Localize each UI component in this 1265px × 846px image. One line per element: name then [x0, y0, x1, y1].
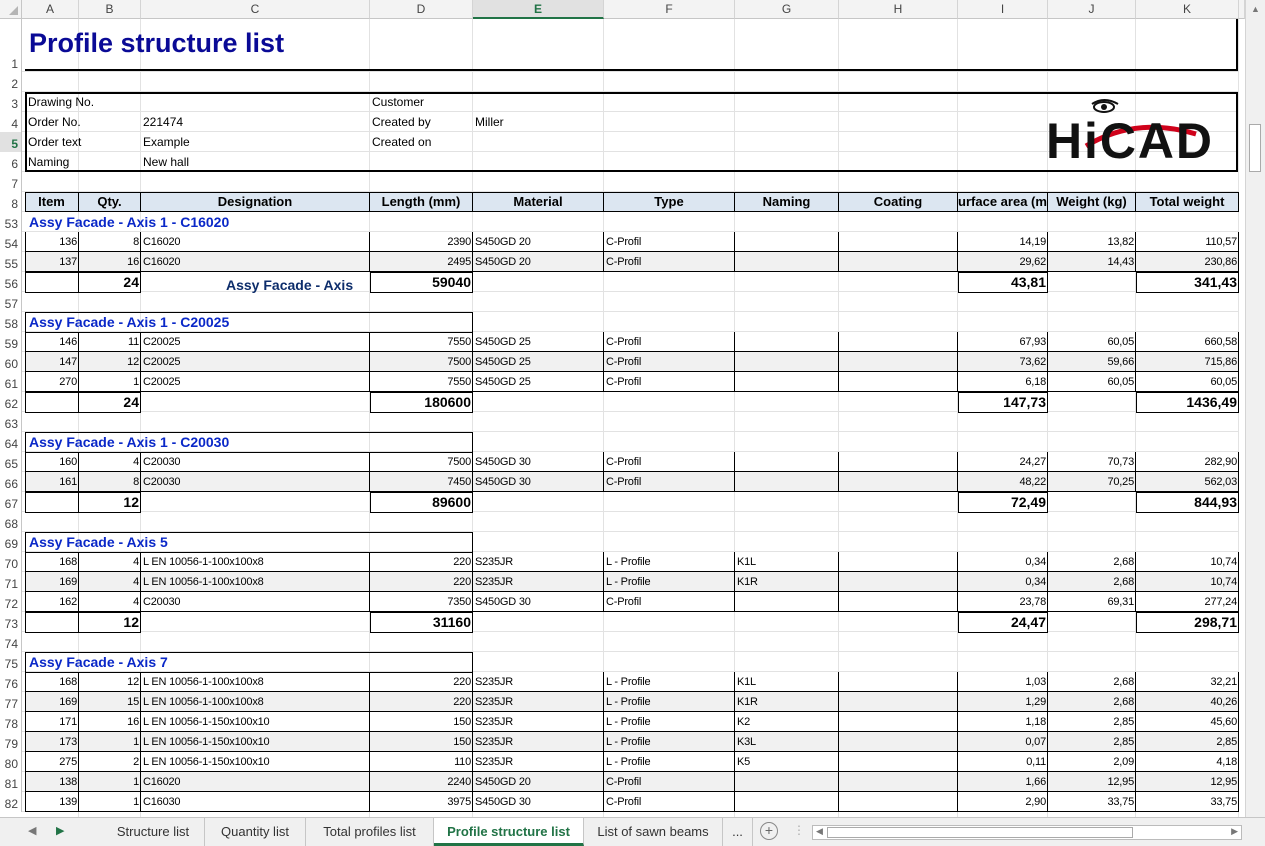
cell-type[interactable]: C-Profil — [606, 236, 642, 248]
cell-item[interactable]: 173 — [59, 736, 77, 748]
cell-material[interactable]: S235JR — [475, 696, 513, 708]
select-all-corner[interactable] — [0, 0, 22, 19]
cell-type[interactable]: L - Profile — [606, 576, 651, 588]
cell-material[interactable]: S450GD 20 — [475, 236, 531, 248]
row-header-73[interactable]: 73 — [0, 612, 22, 632]
cell-material[interactable]: S450GD 30 — [475, 476, 531, 488]
cell-weight[interactable]: 33,75 — [1107, 796, 1134, 808]
cell-type[interactable]: C-Profil — [606, 336, 642, 348]
cell-weight[interactable]: 70,25 — [1107, 476, 1134, 488]
cell-type[interactable]: L - Profile — [606, 756, 651, 768]
cell-qty[interactable]: 8 — [133, 236, 139, 248]
row-header-81[interactable]: 81 — [0, 772, 22, 792]
cell-weight[interactable]: 2,09 — [1113, 756, 1134, 768]
row-header-72[interactable]: 72 — [0, 592, 22, 612]
horizontal-scrollbar[interactable] — [812, 825, 1242, 840]
row-header-58[interactable]: 58 — [0, 312, 22, 332]
cell-type[interactable]: C-Profil — [606, 376, 642, 388]
cell-material[interactable]: S235JR — [475, 716, 513, 728]
cell-naming[interactable]: K2 — [737, 716, 751, 728]
cell-item[interactable]: 146 — [59, 336, 77, 348]
table-header-10: Weight (kg) — [1048, 192, 1136, 212]
column-header-g[interactable]: G — [735, 0, 839, 19]
row-header-1[interactable]: 1 — [0, 19, 22, 72]
cell-type[interactable]: L - Profile — [606, 736, 651, 748]
cell-material[interactable]: S235JR — [475, 576, 513, 588]
row-header-57[interactable]: 57 — [0, 292, 22, 312]
cell-item[interactable]: 136 — [59, 236, 77, 248]
row-header-7[interactable]: 7 — [0, 172, 22, 192]
cell-naming[interactable]: K1L — [737, 676, 756, 688]
hicad-logo — [1046, 96, 1216, 166]
cell-length[interactable]: 7500 — [447, 356, 471, 368]
cell-type[interactable]: C-Profil — [606, 776, 642, 788]
cell-total[interactable]: 33,75 — [1210, 796, 1237, 808]
cell-material[interactable]: S235JR — [475, 756, 513, 768]
table-header-6: Type — [604, 192, 735, 212]
row-header-54[interactable]: 54 — [0, 232, 22, 252]
cell-area[interactable]: 2,90 — [1025, 796, 1046, 808]
cell-material[interactable]: S450GD 30 — [475, 796, 531, 808]
cell-item[interactable]: 168 — [59, 556, 77, 568]
page-title: Profile structure list — [29, 28, 285, 58]
cell-type[interactable]: L - Profile — [606, 696, 651, 708]
group-title: Assy Facade - Axis 5 — [29, 534, 168, 550]
cell-area[interactable]: 67,93 — [1019, 336, 1046, 348]
cell-naming[interactable]: K1L — [737, 556, 756, 568]
cell-total[interactable]: 10,74 — [1210, 576, 1237, 588]
cell-qty[interactable]: 1 — [133, 376, 139, 388]
cell-qty[interactable]: 4 — [133, 576, 139, 588]
cell-total[interactable]: 282,90 — [1204, 456, 1237, 468]
cell-weight[interactable]: 12,95 — [1107, 776, 1134, 788]
cell-area[interactable]: 23,78 — [1019, 596, 1046, 608]
cell-qty[interactable]: 15 — [127, 696, 139, 708]
cell-total[interactable]: 40,26 — [1210, 696, 1237, 708]
cell-area[interactable]: 6,18 — [1025, 376, 1046, 388]
cell-weight[interactable]: 59,66 — [1107, 356, 1134, 368]
cell-length[interactable]: 220 — [453, 576, 471, 588]
cell-weight[interactable]: 2,68 — [1113, 676, 1134, 688]
cell-weight[interactable]: 60,05 — [1107, 376, 1134, 388]
table-header-4: Length (mm) — [370, 192, 473, 212]
cell-material[interactable]: S235JR — [475, 556, 513, 568]
cell-area[interactable]: 0,34 — [1025, 556, 1046, 568]
cell-area[interactable]: 0,34 — [1025, 576, 1046, 588]
cell-weight[interactable]: 2,68 — [1113, 556, 1134, 568]
row-header-4[interactable]: 4 — [0, 112, 22, 132]
cell-designation[interactable]: L EN 10056-1-100x100x8 — [143, 696, 264, 708]
sum-qty[interactable]: 24 — [123, 274, 139, 290]
cell-length[interactable]: 150 — [453, 716, 471, 728]
cell-qty[interactable]: 8 — [133, 476, 139, 488]
column-header-i[interactable]: I — [958, 0, 1048, 19]
cell-weight[interactable]: 14,43 — [1107, 256, 1134, 268]
row-header-66[interactable]: 66 — [0, 472, 22, 492]
cell-type[interactable]: C-Profil — [606, 596, 642, 608]
cell-item[interactable]: 147 — [59, 356, 77, 368]
cell-qty[interactable]: 4 — [133, 556, 139, 568]
cell-material[interactable]: S235JR — [475, 736, 513, 748]
cell-qty[interactable]: 1 — [133, 776, 139, 788]
logo-lettering: HiCAD — [1046, 113, 1212, 166]
sum-total[interactable]: 298,71 — [1194, 614, 1237, 630]
sheet-tab[interactable]: Total profiles list — [306, 818, 434, 846]
scroll-up-icon[interactable]: ▲ — [1251, 4, 1260, 14]
cell-type[interactable]: C-Profil — [606, 476, 642, 488]
cell-material[interactable]: S450GD 30 — [475, 456, 531, 468]
vertical-scroll-thumb[interactable] — [1249, 124, 1261, 172]
row-header-69[interactable]: 69 — [0, 532, 22, 552]
row-header-60[interactable]: 60 — [0, 352, 22, 372]
cell-total[interactable]: 45,60 — [1210, 716, 1237, 728]
cell-total[interactable]: 2,85 — [1216, 736, 1237, 748]
group-title: Assy Facade - Axis 1 - C20025 — [29, 314, 230, 330]
order-text-value[interactable]: Example — [143, 135, 190, 149]
column-header-d[interactable]: D — [370, 0, 473, 19]
cell-area[interactable]: 0,11 — [1026, 756, 1046, 768]
cell-length[interactable]: 2390 — [447, 236, 471, 248]
sum-qty[interactable]: 12 — [123, 614, 139, 630]
cell-qty[interactable]: 1 — [133, 796, 139, 808]
cell-total[interactable]: 230,86 — [1204, 256, 1237, 268]
cell-designation[interactable]: L EN 10056-1-150x100x10 — [143, 736, 270, 748]
tab-scroll-left-icon[interactable]: ◀ — [28, 825, 37, 837]
cell-length[interactable]: 220 — [453, 556, 471, 568]
row-header-64[interactable]: 64 — [0, 432, 22, 452]
table-header-5: Material — [473, 192, 604, 212]
cell-material[interactable]: S450GD 20 — [475, 256, 531, 268]
cell-type[interactable]: L - Profile — [606, 556, 651, 568]
row-header-53[interactable]: 53 — [0, 212, 22, 232]
cell-total[interactable]: 660,58 — [1204, 336, 1237, 348]
row-header-56[interactable]: 56 — [0, 272, 22, 292]
column-header-f[interactable]: F — [604, 0, 735, 19]
cell-total[interactable]: 60,05 — [1210, 376, 1237, 388]
column-header-c[interactable]: C — [141, 0, 370, 19]
cell-naming[interactable]: K1R — [737, 696, 758, 708]
cell-length[interactable]: 2240 — [447, 776, 471, 788]
order-no-value[interactable]: 221474 — [143, 115, 184, 129]
cell-material[interactable]: S450GD 25 — [475, 356, 531, 368]
naming-label[interactable]: Naming — [28, 155, 70, 169]
cell-item[interactable]: 162 — [59, 596, 77, 608]
cell-total[interactable]: 110,57 — [1205, 236, 1237, 248]
cell-item[interactable]: 270 — [59, 376, 77, 388]
cell-designation[interactable]: C16020 — [143, 256, 181, 268]
more-tabs-button[interactable]: ... — [723, 818, 753, 846]
cell-material[interactable]: S450GD 30 — [475, 596, 531, 608]
cell-qty[interactable]: 16 — [127, 716, 139, 728]
sheet-tab[interactable]: Quantity list — [205, 818, 306, 846]
cell-item[interactable]: 275 — [59, 756, 77, 768]
tab-scroll-right-icon[interactable]: ▶ — [56, 825, 65, 837]
cell-material[interactable]: S450GD 25 — [475, 376, 531, 388]
cell-length[interactable]: 150 — [453, 736, 471, 748]
sum-area[interactable]: 43,81 — [1010, 274, 1046, 290]
sheet-tab-bar — [0, 817, 1265, 846]
group-title: Assy Facade - Axis 1 - C16020 — [29, 214, 230, 230]
cell-designation[interactable]: C16020 — [143, 236, 181, 248]
sum-area[interactable]: 72,49 — [1010, 494, 1046, 510]
row-header-76[interactable]: 76 — [0, 672, 22, 692]
column-header-k[interactable]: K — [1136, 0, 1239, 19]
cell-length[interactable]: 220 — [453, 696, 471, 708]
row-header-78[interactable]: 78 — [0, 712, 22, 732]
cell-weight[interactable]: 2,85 — [1113, 736, 1134, 748]
cell-item[interactable]: 160 — [59, 456, 77, 468]
created-by-value[interactable]: Miller — [475, 115, 504, 129]
row-header-71[interactable]: 71 — [0, 572, 22, 592]
cell-weight[interactable]: 2,68 — [1113, 576, 1134, 588]
row-header-79[interactable]: 79 — [0, 732, 22, 752]
cell-length[interactable]: 2495 — [447, 256, 471, 268]
cell-qty[interactable]: 11 — [127, 336, 139, 348]
cell-length[interactable]: 220 — [453, 676, 471, 688]
cell-length[interactable]: 7350 — [447, 596, 471, 608]
cell-area[interactable]: 73,62 — [1019, 356, 1046, 368]
sum-total[interactable]: 844,93 — [1194, 494, 1237, 510]
sum-qty[interactable]: 24 — [123, 394, 139, 410]
cell-weight[interactable]: 70,73 — [1107, 456, 1134, 468]
cell-type[interactable]: L - Profile — [606, 716, 651, 728]
cell-item[interactable]: 137 — [59, 256, 77, 268]
cell-total[interactable]: 277,24 — [1204, 596, 1237, 608]
cell-designation[interactable]: C20030 — [143, 476, 181, 488]
cell-weight[interactable]: 2,68 — [1113, 696, 1134, 708]
row-header-59[interactable]: 59 — [0, 332, 22, 352]
sheet-tab[interactable]: List of sawn beams — [584, 818, 723, 846]
vertical-scrollbar[interactable] — [1245, 0, 1265, 817]
group-title: Assy Facade - Axis 7 — [29, 654, 168, 670]
cell-designation[interactable]: C20025 — [143, 356, 181, 368]
cell-item[interactable]: 161 — [59, 476, 77, 488]
table-header-9: urface area (m — [958, 192, 1048, 212]
cell-length[interactable]: 3975 — [447, 796, 471, 808]
created-on-label[interactable]: Created on — [372, 135, 432, 149]
cell-qty[interactable]: 16 — [127, 256, 139, 268]
cell-designation[interactable]: C20025 — [143, 376, 181, 388]
cell-type[interactable]: C-Profil — [606, 356, 642, 368]
cell-designation[interactable]: L EN 10056-1-150x100x10 — [143, 756, 270, 768]
row-header-82[interactable]: 82 — [0, 792, 22, 812]
cell-naming[interactable]: K5 — [737, 756, 751, 768]
row-header-74[interactable]: 74 — [0, 632, 22, 652]
cell-area[interactable]: 14,19 — [1019, 236, 1046, 248]
row-header-5[interactable]: 5 — [0, 132, 22, 152]
cell-length[interactable]: 7550 — [447, 376, 471, 388]
cell-area[interactable]: 29,62 — [1019, 256, 1046, 268]
column-header-j[interactable]: J — [1048, 0, 1136, 19]
cell-length[interactable]: 110 — [454, 756, 471, 768]
order-no-label[interactable]: Order No. — [28, 115, 81, 129]
cell-length[interactable]: 7550 — [447, 336, 471, 348]
cell-weight[interactable]: 13,82 — [1107, 236, 1134, 248]
cell-designation[interactable]: C16020 — [143, 776, 181, 788]
row-header-6[interactable]: 6 — [0, 152, 22, 172]
sum-area[interactable]: 147,73 — [1003, 394, 1046, 410]
sheet-tab[interactable]: Structure list — [102, 818, 205, 846]
cell-area[interactable]: 1,18 — [1025, 716, 1046, 728]
cell-type[interactable]: C-Profil — [606, 256, 642, 268]
floating-label: Assy Facade - Axis — [226, 277, 354, 293]
cell-qty[interactable]: 4 — [133, 596, 139, 608]
cell-designation[interactable]: L EN 10056-1-150x100x10 — [143, 716, 270, 728]
cell-qty[interactable]: 12 — [127, 356, 139, 368]
cell-area[interactable]: 1,66 — [1025, 776, 1046, 788]
cell-type[interactable]: L - Profile — [606, 676, 651, 688]
column-header-e[interactable]: E — [473, 0, 604, 19]
column-header-a[interactable]: A — [22, 0, 79, 19]
cell-area[interactable]: 24,27 — [1019, 456, 1046, 468]
cell-area[interactable]: 1,29 — [1025, 696, 1046, 708]
table-header-1: Item — [25, 192, 79, 212]
cell-qty[interactable]: 2 — [133, 756, 139, 768]
sheet-tab[interactable]: Profile structure list — [434, 818, 584, 846]
column-header-h[interactable]: H — [839, 0, 958, 19]
cell-total[interactable]: 32,21 — [1210, 676, 1237, 688]
sum-total[interactable]: 341,43 — [1194, 274, 1237, 290]
row-header-62[interactable]: 62 — [0, 392, 22, 412]
sum-length[interactable]: 31160 — [432, 614, 471, 630]
cell-area[interactable]: 48,22 — [1019, 476, 1046, 488]
cell-designation[interactable]: L EN 10056-1-100x100x8 — [143, 676, 264, 688]
row-header-61[interactable]: 61 — [0, 372, 22, 392]
created-by-label[interactable]: Created by — [372, 115, 431, 129]
scroll-right-icon[interactable]: ▶ — [1231, 826, 1238, 836]
cell-designation[interactable]: C16030 — [143, 796, 181, 808]
cell-qty[interactable]: 1 — [133, 736, 139, 748]
cell-naming[interactable]: K1R — [737, 576, 758, 588]
row-header-75[interactable]: 75 — [0, 652, 22, 672]
cell-type[interactable]: C-Profil — [606, 796, 642, 808]
cell-total[interactable]: 10,74 — [1210, 556, 1237, 568]
row-header-65[interactable]: 65 — [0, 452, 22, 472]
cell-material[interactable]: S450GD 25 — [475, 336, 531, 348]
cell-qty[interactable]: 4 — [133, 456, 139, 468]
row-header-63[interactable]: 63 — [0, 412, 22, 432]
cell-item[interactable]: 171 — [59, 716, 77, 728]
cell-total[interactable]: 715,86 — [1204, 356, 1237, 368]
table-header-11: Total weight — [1136, 192, 1239, 212]
cell-area[interactable]: 1,03 — [1025, 676, 1046, 688]
cell-designation[interactable]: L EN 10056-1-100x100x8 — [143, 576, 264, 588]
cell-type[interactable]: C-Profil — [606, 456, 642, 468]
cell-designation[interactable]: L EN 10056-1-100x100x8 — [143, 556, 264, 568]
cell-designation[interactable]: C20030 — [143, 456, 181, 468]
order-text-label[interactable]: Order text — [28, 135, 82, 149]
row-header-3[interactable]: 3 — [0, 92, 22, 112]
column-header-b[interactable]: B — [79, 0, 141, 19]
row-header-70[interactable]: 70 — [0, 552, 22, 572]
horizontal-scroll-thumb[interactable] — [827, 827, 1133, 838]
cell-naming[interactable]: K3L — [737, 736, 756, 748]
cell-qty[interactable]: 12 — [127, 676, 139, 688]
sum-length[interactable]: 59040 — [432, 274, 471, 290]
table-header-2: Qty. — [79, 192, 141, 212]
drawing-no-label[interactable]: Drawing No. — [28, 95, 95, 109]
add-sheet-icon[interactable]: + — [760, 822, 778, 840]
cell-area[interactable]: 0,07 — [1025, 736, 1046, 748]
table-header-3: Designation — [141, 192, 370, 212]
cell-designation[interactable]: C20025 — [143, 336, 181, 348]
row-header-67[interactable]: 67 — [0, 492, 22, 512]
sum-length[interactable]: 89600 — [432, 494, 471, 510]
cell-weight[interactable]: 60,05 — [1107, 336, 1134, 348]
cell-total[interactable]: 12,95 — [1210, 776, 1237, 788]
cell-item[interactable]: 169 — [59, 696, 77, 708]
cell-material[interactable]: S235JR — [475, 676, 513, 688]
sum-qty[interactable]: 12 — [123, 494, 139, 510]
sum-area[interactable]: 24,47 — [1010, 614, 1046, 630]
row-header-68[interactable]: 68 — [0, 512, 22, 532]
row-header-80[interactable]: 80 — [0, 752, 22, 772]
naming-value[interactable]: New hall — [143, 155, 190, 169]
row-header-55[interactable]: 55 — [0, 252, 22, 272]
cell-item[interactable]: 139 — [59, 796, 77, 808]
row-header-77[interactable]: 77 — [0, 692, 22, 712]
scroll-left-icon[interactable]: ◀ — [816, 826, 823, 836]
cell-item[interactable]: 138 — [59, 776, 77, 788]
customer-label[interactable]: Customer — [372, 95, 425, 109]
cell-weight[interactable]: 69,31 — [1107, 596, 1134, 608]
table-header-7: Naming — [735, 192, 839, 212]
cell-length[interactable]: 7450 — [447, 476, 471, 488]
cell-item[interactable]: 169 — [59, 576, 77, 588]
table-header-8: Coating — [839, 192, 958, 212]
row-header-8[interactable]: 8 — [0, 192, 22, 212]
cell-length[interactable]: 7500 — [447, 456, 471, 468]
sum-length[interactable]: 180600 — [424, 394, 471, 410]
cell-total[interactable]: 562,03 — [1204, 476, 1237, 488]
cell-item[interactable]: 168 — [59, 676, 77, 688]
sum-total[interactable]: 1436,49 — [1186, 394, 1237, 410]
tab-split-handle[interactable]: ⋮ — [793, 823, 805, 837]
cell-total[interactable]: 4,18 — [1216, 756, 1237, 768]
group-title: Assy Facade - Axis 1 - C20030 — [29, 434, 230, 450]
cell-material[interactable]: S450GD 20 — [475, 776, 531, 788]
cell-designation[interactable]: C20030 — [143, 596, 181, 608]
row-header-2[interactable]: 2 — [0, 72, 22, 92]
cell-weight[interactable]: 2,85 — [1113, 716, 1134, 728]
